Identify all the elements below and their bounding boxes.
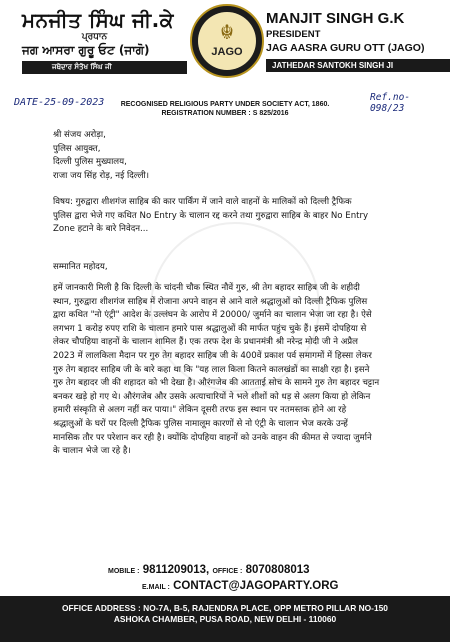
- addressee-line: श्री संजय अरोड़ा,: [53, 130, 106, 140]
- paragraph-line: स्थान, गुरुद्वारा शीशगंज साहिब में रोजाना अपने वाहन से आने वाले श्रद्धालुओं को दिल्ली ट्रैफिक पुलिस: [53, 296, 368, 307]
- english-header: [266, 10, 450, 72]
- office-number: 8070808013: [245, 564, 310, 576]
- paragraph-line: द्वारा कथित "नो एंट्री" आदेश के उल्लंघन के आरोप में 20000/ जुर्माने का चालान भेजा जा रहा है। ऐसे: [53, 310, 372, 321]
- addressee-line: दिल्ली पुलिस मुख्यालय,: [53, 157, 127, 168]
- punjabi-name: ਮਨਜੀਤ ਸਿੰਘ ਜੀ.ਕੇ: [22, 8, 174, 32]
- english-title: PRESIDENT: [266, 29, 321, 40]
- mobile-label: MOBILE :: [108, 568, 140, 575]
- paragraph-line: मानसिक तौर पर परेशान कर रही है। क्योंकि दोपहिया वाहनों को उनके वाहन की कीमत से ज्यादा जुर्माने: [53, 432, 372, 443]
- paragraph-line: बनकर खड़े हो गए थे। औरंगजेब और उसके अत्याचारियों ने भले शीशों को धड़ से अलग किया हो लेकिन: [53, 391, 371, 402]
- paragraph-line: गुरु तेग बहादर जी की शहादत को भी देखा है। औरंगजेब की आतताई सोच के सामने गुरु तेग बहादर चट्टान: [53, 378, 380, 389]
- paragraph-line: गुरु तेग बहादर साहिब जी के बारे कहा था कि "यह लाल किला कितने कालखंडों का साक्षी रहा है। इसने: [53, 364, 370, 375]
- addressee-line: राजा जय सिंह रोड़, नई दिल्ली।: [53, 170, 149, 181]
- logo-text: JAGO: [211, 46, 243, 58]
- paragraph-line: हमारी संस्कृति से अलग नहीं कर पाया।" लेकिन दूसरी तरफ इस स्थान पर नतमस्तक होने आ रहे: [53, 405, 347, 416]
- phone-row: [108, 563, 378, 579]
- recognition-line: RECOGNISED RELIGIOUS PARTY UNDER SOCIETY ACT, 1860.: [120, 101, 330, 108]
- subject-line: विषय: गुरुद्वारा शीशगंज साहिब की कार पार्किंग में जाने वाले वाहनों के मालिकों को दिल्ली ट्रैफिक: [53, 197, 352, 207]
- email-row: [108, 579, 378, 595]
- letter-paragraph: [53, 282, 433, 459]
- paragraph-line: श्रद्धालुओं के घरों पर दिल्ली ट्रैफिक पुलिस नामालूम कारणों से नो एंट्री के चालान भेज करके उन्हें: [53, 418, 348, 429]
- subject-block: [53, 196, 433, 237]
- punjabi-jathedar-band: ਜਥੇਦਾਰ ਸੰਤੋਖ ਸਿੰਘ ਜੀ: [22, 61, 187, 74]
- handwritten-ref-number: Ref.no- 098/23: [370, 92, 411, 114]
- registration-info: [0, 100, 450, 118]
- english-jathedar-band: JATHEDAR SANTOKH SINGH JI: [266, 59, 450, 72]
- subject-line: पुलिस द्वारा भेजे गए कथित No Entry के चालान रद्द करने तथा गुरुद्वारा साहिब के बाहर No Entry: [53, 210, 369, 221]
- office-label: OFFICE :: [212, 568, 243, 575]
- paragraph-line: हमें जानकारी मिली है कि दिल्ली के चांदनी चौक स्थित नौवें गुरु, श्री तेग बहादर साहिब जी के शहीदी: [53, 283, 360, 293]
- punjabi-party: ਜਗ ਆਸਰਾ ਗੁਰੂ ਓਟ (ਜਾਗੋ): [22, 43, 150, 57]
- english-party: JAG AASRA GURU OTT (JAGO): [266, 42, 425, 54]
- khanda-icon: ☬: [219, 20, 235, 44]
- mobile-number: 9811209013,: [142, 564, 210, 576]
- email-label: E.MAIL :: [142, 584, 170, 591]
- salutation: सम्मानित महोदय,: [53, 262, 108, 272]
- contact-block: [108, 563, 378, 595]
- paragraph-line: लेकर चौपहिया वाहनों के चालान शामिल हैं। एक तरफ देश के प्रधानमंत्री श्री नरेन्द्र मोदी जी ने अप्रैल: [53, 337, 358, 348]
- addressee-block: [53, 129, 433, 183]
- email-address: CONTACT@JAGOPARTY.ORG: [173, 580, 339, 592]
- footer-address-line: OFFICE ADDRESS : NO-7A, B-5, RAJENDRA PLACE, OPP METRO PILLAR NO-150: [62, 603, 388, 613]
- logo-emblem: [198, 12, 256, 70]
- footer-address-band: [0, 596, 450, 642]
- subject-line: Zone हटाने के बारे निवेदन...: [53, 224, 149, 235]
- punjabi-title: ਪ੍ਰਧਾਨ: [81, 32, 108, 42]
- registration-number: REGISTRATION NUMBER : S 825/2016: [161, 110, 289, 117]
- paragraph-line: के चालान भेजे जा रहे है।: [53, 446, 131, 457]
- paragraph-line: 2023 में लालकिला मैदान पर गुरु तेग बहादर साहिब जी के 400वें प्रकाश पर्व समागमों में हिस्सा लेकर: [53, 350, 372, 361]
- footer-address-line: ASHOKA CHAMBER, PUSA ROAD, NEW DELHI - 110060: [113, 614, 337, 624]
- punjabi-header: [22, 8, 187, 74]
- party-logo: [190, 4, 264, 78]
- english-name: MANJIT SINGH G.K: [266, 10, 405, 27]
- handwritten-date: DATE-25-09-2023: [14, 97, 105, 108]
- addressee-line: पुलिस आयुक्त,: [53, 143, 101, 154]
- paragraph-line: लगभग 1 करोड़ रुपए राशि के चालान हमारे पास श्रद्धालुओं की मार्फत पहुंच चुके हैं। इसमें दोपहिया से: [53, 323, 367, 334]
